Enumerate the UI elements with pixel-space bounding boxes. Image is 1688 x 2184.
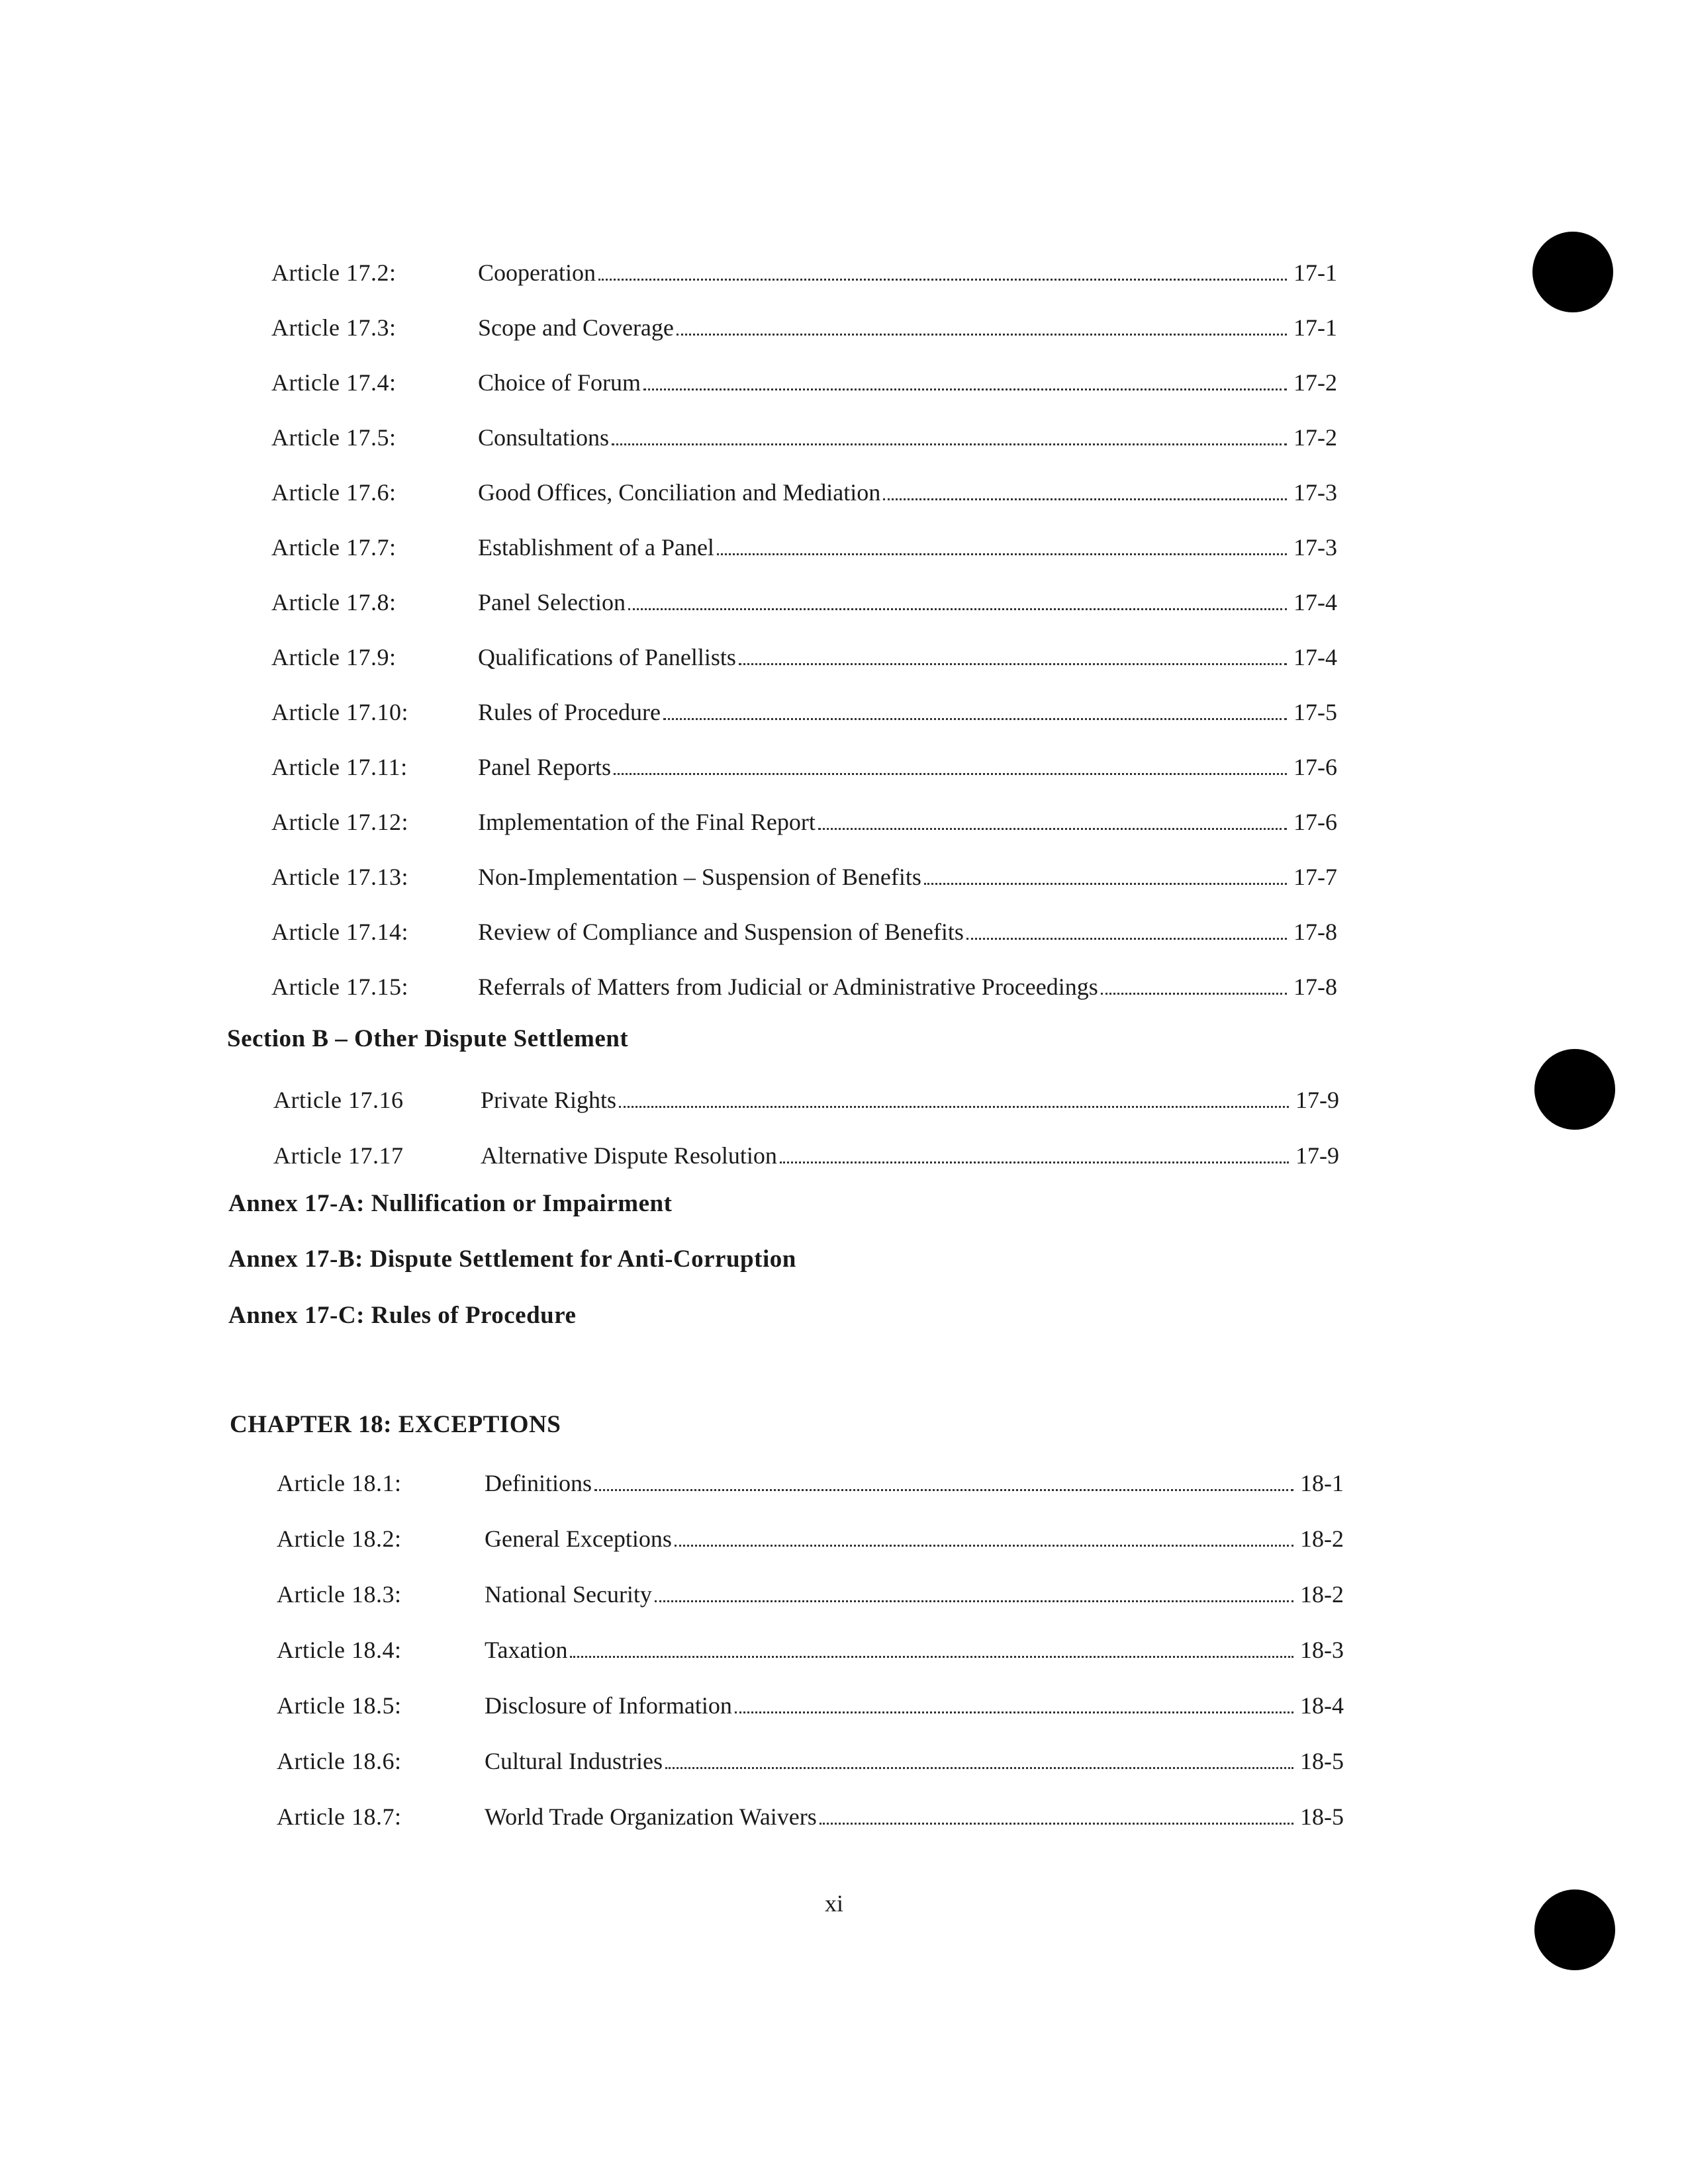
dot-leader [966, 938, 1287, 940]
toc-entry-article-number: Article 17.10: [271, 699, 408, 725]
toc-entry-page-number: 17-2 [1293, 424, 1337, 451]
toc-entry [271, 580, 1337, 619]
toc-entry-title: General Exceptions [485, 1527, 675, 1551]
dot-leader [818, 828, 1287, 830]
dot-leader [570, 1656, 1293, 1658]
annex-17-a-heading: Annex 17-A: Nullification or Impairment [228, 1190, 673, 1217]
toc-entry-article-number: Article 17.17 [273, 1142, 404, 1169]
toc-entry-title: Consultations [478, 426, 612, 449]
toc-entry-title: Alternative Dispute Resolution [481, 1144, 780, 1167]
toc-entry-article-number: Article 17.8: [271, 589, 397, 615]
punch-hole-middle [1534, 1049, 1615, 1130]
toc-entry-page-number: 17-6 [1293, 809, 1337, 835]
toc-entry-title-line [478, 700, 1337, 724]
dot-leader [612, 443, 1287, 445]
toc-entry-title: Qualifications of Panellists [478, 645, 739, 669]
toc-entry-title: Definitions [485, 1471, 594, 1495]
chapter-18-heading: CHAPTER 18: EXCEPTIONS [230, 1411, 561, 1438]
toc-entry-page-number: 17-2 [1293, 369, 1337, 396]
dot-leader [677, 334, 1287, 336]
toc-entry [271, 415, 1337, 455]
toc-entry-title-line [481, 1088, 1339, 1112]
toc-entry [273, 1077, 1339, 1117]
toc-entry-page-number: 17-8 [1293, 919, 1337, 945]
section-b-heading: Section B – Other Dispute Settlement [227, 1025, 629, 1052]
toc-entry-page-number: 18-4 [1300, 1692, 1344, 1719]
toc-entry-title-line [478, 261, 1337, 285]
punch-hole-top [1532, 232, 1613, 312]
toc-entry-article-number: Article 18.6: [277, 1748, 402, 1774]
toc-entry-title: Review of Compliance and Suspension of Benefits [478, 920, 966, 944]
toc-entry-page-number: 18-1 [1300, 1470, 1344, 1496]
toc-entry-page-number: 17-3 [1293, 479, 1337, 506]
toc-entry [277, 1794, 1344, 1834]
punch-hole-bottom [1534, 1889, 1615, 1970]
toc-entry-title: Panel Selection [478, 590, 628, 614]
toc-entry-page-number: 17-9 [1295, 1087, 1339, 1113]
dot-leader [619, 1106, 1289, 1108]
dot-leader [883, 498, 1287, 500]
toc-entry-title-line [478, 590, 1337, 614]
dot-leader [665, 1767, 1293, 1769]
toc-entry-page-number: 18-2 [1300, 1581, 1344, 1608]
toc-entry-article-number: Article 18.7: [277, 1803, 402, 1830]
toc-entry-title: World Trade Organization Waivers [485, 1805, 820, 1829]
annex-17-b-heading: Annex 17-B: Dispute Settlement for Anti-Corruption [228, 1246, 796, 1273]
toc-entry [271, 799, 1337, 839]
dot-leader [1101, 993, 1287, 995]
toc-entry [271, 305, 1337, 345]
toc-entry [277, 1461, 1344, 1500]
toc-entry [277, 1516, 1344, 1556]
dot-leader [594, 1489, 1293, 1491]
toc-entry-title-line [478, 426, 1337, 449]
toc-entry-title: Panel Reports [478, 755, 614, 779]
toc-entry-page-number: 17-8 [1293, 974, 1337, 1000]
dot-leader [663, 718, 1287, 720]
toc-entry-page-number: 17-4 [1293, 644, 1337, 670]
toc-entry-article-number: Article 17.16 [273, 1087, 404, 1113]
dot-leader [598, 279, 1287, 281]
toc-entry-title: Private Rights [481, 1088, 619, 1112]
toc-entry-title-line [478, 645, 1337, 669]
toc-entry [271, 964, 1337, 1004]
toc-entry-article-number: Article 17.3: [271, 314, 397, 341]
toc-entry [273, 1133, 1339, 1173]
toc-entry [271, 854, 1337, 894]
toc-entry-page-number: 17-4 [1293, 589, 1337, 615]
toc-entry-page-number: 17-5 [1293, 699, 1337, 725]
toc-entry-title: Choice of Forum [478, 371, 643, 394]
toc-entry-title-line [485, 1638, 1344, 1662]
dot-leader [614, 773, 1287, 775]
toc-entry-title-line [485, 1582, 1344, 1606]
toc-entry [271, 690, 1337, 729]
toc-entry-page-number: 17-6 [1293, 754, 1337, 780]
toc-entry-page-number: 17-1 [1293, 259, 1337, 286]
toc-entry-page-number: 17-7 [1293, 864, 1337, 890]
toc-entry-title-line [485, 1527, 1344, 1551]
toc-entry-article-number: Article 17.13: [271, 864, 408, 890]
toc-entry-title-line [485, 1805, 1344, 1829]
toc-entry-page-number: 18-5 [1300, 1803, 1344, 1830]
toc-entry-article-number: Article 18.4: [277, 1637, 402, 1663]
dot-leader [780, 1161, 1289, 1163]
toc-entry [277, 1627, 1344, 1667]
toc-entry-title: Scope and Coverage [478, 316, 677, 340]
toc-entry-article-number: Article 17.12: [271, 809, 408, 835]
toc-entry-page-number: 17-9 [1295, 1142, 1339, 1169]
toc-entry-title: Implementation of the Final Report [478, 810, 818, 834]
toc-entry-title-line [478, 535, 1337, 559]
toc-entry [271, 360, 1337, 400]
toc-entry-title-line [478, 920, 1337, 944]
toc-entry [271, 250, 1337, 290]
toc-entry-title-line [485, 1471, 1344, 1495]
toc-entry-article-number: Article 18.3: [277, 1581, 402, 1608]
toc-entry [271, 470, 1337, 510]
annex-17-c-heading: Annex 17-C: Rules of Procedure [228, 1302, 577, 1329]
toc-entry [271, 909, 1337, 949]
toc-entry-title: Disclosure of Information [485, 1694, 735, 1717]
toc-entry [271, 525, 1337, 565]
toc-entry-page-number: 18-5 [1300, 1748, 1344, 1774]
dot-leader [655, 1600, 1293, 1602]
toc-entry-article-number: Article 17.15: [271, 974, 408, 1000]
dot-leader [820, 1823, 1293, 1825]
toc-entry-title-line [481, 1144, 1339, 1167]
dot-leader [643, 388, 1287, 390]
toc-entry-page-number: 18-2 [1300, 1525, 1344, 1552]
toc-entry-article-number: Article 17.2: [271, 259, 397, 286]
toc-entry-title: National Security [485, 1582, 655, 1606]
toc-entry-title-line [485, 1694, 1344, 1717]
toc-entry-article-number: Article 17.5: [271, 424, 397, 451]
dot-leader [739, 663, 1287, 665]
toc-entry-title: Establishment of a Panel [478, 535, 717, 559]
dot-leader [628, 608, 1287, 610]
toc-entry-title-line [478, 480, 1337, 504]
toc-entry-page-number: 18-3 [1300, 1637, 1344, 1663]
toc-entry-title: Referrals of Matters from Judicial or Administrative Proceedings [478, 975, 1101, 999]
toc-entry-title: Rules of Procedure [478, 700, 663, 724]
toc-entry-page-number: 17-3 [1293, 534, 1337, 561]
toc-entry-article-number: Article 17.7: [271, 534, 397, 561]
toc-entry [277, 1739, 1344, 1778]
toc-entry-article-number: Article 17.14: [271, 919, 408, 945]
toc-entry-title-line [478, 371, 1337, 394]
toc-entry-title: Cooperation [478, 261, 598, 285]
toc-entry-article-number: Article 17.4: [271, 369, 397, 396]
dot-leader [924, 883, 1287, 885]
toc-entry-article-number: Article 18.5: [277, 1692, 402, 1719]
dot-leader [675, 1545, 1293, 1547]
toc-entry-title-line [478, 755, 1337, 779]
toc-entry-article-number: Article 18.1: [277, 1470, 402, 1496]
toc-entry-title: Taxation [485, 1638, 570, 1662]
toc-entry-article-number: Article 17.11: [271, 754, 408, 780]
toc-entry-title-line [478, 316, 1337, 340]
toc-entry-title: Non-Implementation – Suspension of Benefits [478, 865, 924, 889]
toc-entry-title: Good Offices, Conciliation and Mediation [478, 480, 883, 504]
dot-leader [735, 1711, 1293, 1713]
toc-entry-title-line [478, 865, 1337, 889]
toc-entry-article-number: Article 17.6: [271, 479, 397, 506]
toc-entry [277, 1683, 1344, 1723]
page-number: xi [824, 1890, 843, 1917]
toc-entry-title-line [478, 810, 1337, 834]
toc-entry-page-number: 17-1 [1293, 314, 1337, 341]
toc-entry-title-line [478, 975, 1337, 999]
toc-entry-title: Cultural Industries [485, 1749, 665, 1773]
toc-entry-article-number: Article 18.2: [277, 1525, 402, 1552]
toc-entry [271, 635, 1337, 674]
toc-entry-article-number: Article 17.9: [271, 644, 397, 670]
toc-entry [271, 745, 1337, 784]
toc-entry-title-line [485, 1749, 1344, 1773]
toc-entry [277, 1572, 1344, 1612]
dot-leader [717, 553, 1287, 555]
